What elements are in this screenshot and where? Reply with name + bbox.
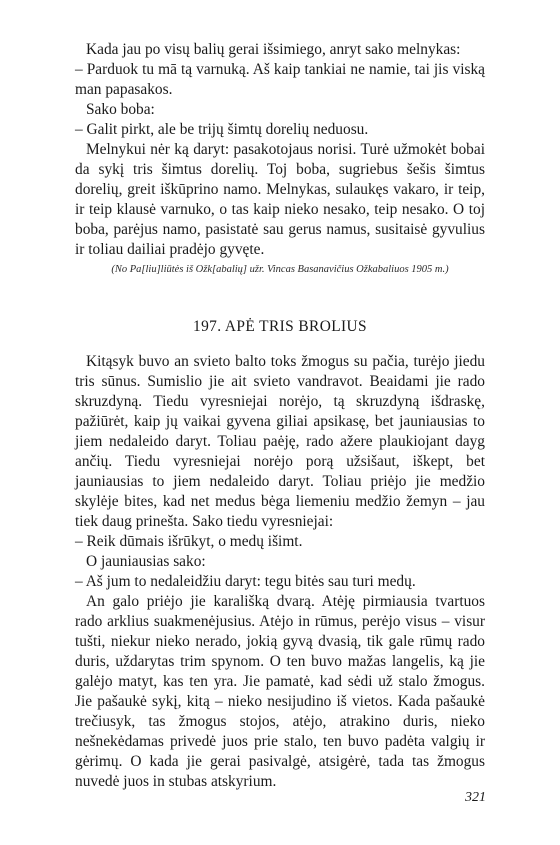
- paragraph: Kada jau po visų balių gerai išsimiego, anryt sako melnykas:: [86, 41, 461, 58]
- page-number: 321: [465, 790, 486, 805]
- top-story-text: [75, 40, 485, 260]
- paragraph: Sako boba:: [86, 101, 155, 118]
- source-note: (No Pa[liu]liūtės iš Ožk[abalių] užr. Vincas Basanavičius Ožkabaliuos 1905 m.): [111, 264, 449, 275]
- chapter-title: 197. APĖ TRIS BROLIUS: [192, 318, 368, 335]
- dialogue-line: – Parduok tu mā tą varnuką. Aš kaip tankiai ne namie, tai jis viską man papasakos.: [75, 61, 485, 98]
- dialogue-line: – Galit pirkt, ale be trijų šimtų dorelių neduosu.: [75, 121, 369, 138]
- paragraph: Kitąsyk buvo an svieto balto toks žmogus su pačia, turėjo jiedu tris sūnus. Sumislio jie ait svieto vandravot. Beaidami jie rado skruzdyną. Tiedu vyresniejai norėjo, tą skruzdyną išdraskę, pažiūrėt, kaip jų vaikai gyvena giliai apsikasę, bet jauniausias to jiem nedaleido daryt. Toliau paėję, rado ažere plaukiojant dayg ančių. Tiedu vyresniejai norėjo porą užsišaut, iškept, bet jauniausias to jiem nedaleido daryt. Toliau priėjo jie medžio skylėje bites, kad net medus bėga liemeniu medžio žemyn – jau tiek daug prinešta. Sako tiedu vyresniejai:: [75, 353, 485, 530]
- paragraph: An galo priėjo jie karališką dvarą. Atėję pirmiausia tvartuos rado arklius suakmenėjusius. Atėjo in rūmus, perėjo visus – visur tušti, niekur nieko nerado, jokią gyvą dvasią, tik gale rūmų rado duris, uždarytas trim spynom. O ten buvo mažas langelis, ką jie galėjo matyt, kas ten yra. Jie pamatė, kad sėdi už stalo žmogus. Jie pašaukė sykį, kitą – nieko nesijudino iš vietos. Kada pašaukė trečiusyk, tas žmogus stojos, atėjo, atrakino duris, nieko nešnekėdamas privedė juos prie stalo, ten buvo padėta valgių ir gėrimų. O kada jie gerai pasivalgė, atsigėrė, tada tas žmogus nuvedė juos in stubas atskyrium.: [75, 593, 485, 790]
- chapter-text: [75, 352, 485, 792]
- paragraph: O jauniausias sako:: [86, 553, 206, 570]
- dialogue-line: – Reik dūmais išrūkyt, o medų išimt.: [75, 533, 303, 550]
- dialogue-line: – Aš jum to nedaleidžiu daryt: tegu bitės sau turi medų.: [75, 573, 416, 590]
- paragraph: Melnykui nėr ką daryt: pasakotojaus norisi. Turė užmokėt bobai da sykį tris šimtus dorelių. Toj boba, sugriebus šešis šimtus dorelių, greit iškūprino namo. Melnykas, sulaukęs vakaro, ir teip, ir teip klausė varnuko, o tas kaip nieko nesako, teip nesako. O toj boba, parėjus namo, pasistatė sau gerus namus, susitaisė gyvulius ir toliau dailiai pradėjo gyvęte.: [75, 141, 485, 258]
